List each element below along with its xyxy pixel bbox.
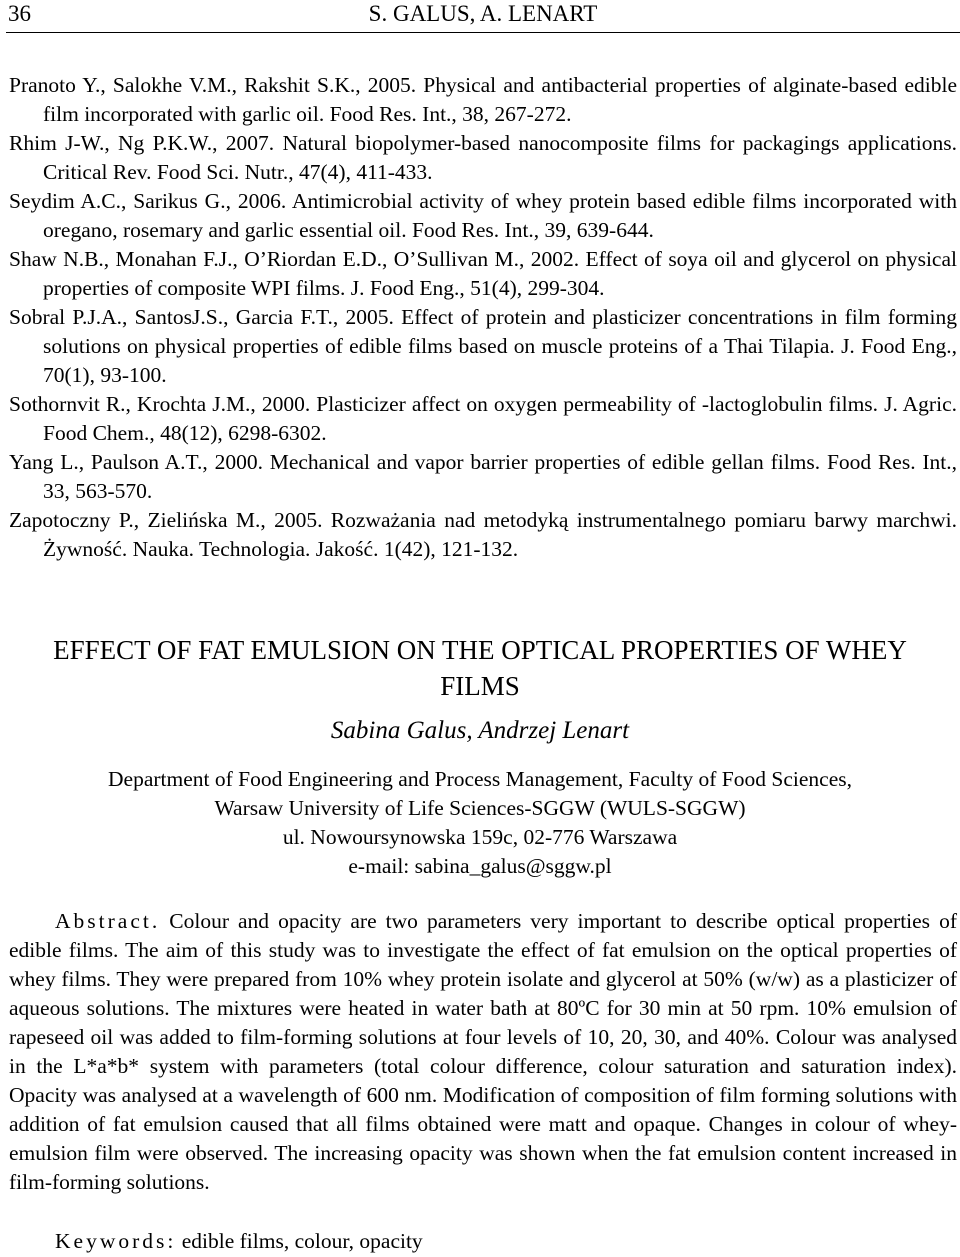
- affiliation-line: Warsaw University of Life Sciences-SGGW (WULS-SGGW): [214, 796, 746, 820]
- reference-item: Zapotoczny P., Zielińska M., 2005. Rozważania nad metodyką instrumentalnego pomiaru barwy marchwi. Żywność. Nauka. Technologia. Jakość. 1(42), 121-132.: [9, 508, 957, 561]
- affiliation-line: Department of Food Engineering and Process Management, Faculty of Food Sciences,: [108, 767, 852, 791]
- running-title: S. GALUS, A. LENART: [368, 1, 598, 26]
- reference-item: Sobral P.J.A., SantosJ.S., Garcia F.T., 2005. Effect of protein and plasticizer concentrations in film forming solutions on physical properties of edible films based on muscle proteins of a Thai Tilapia. J. Food Eng., 70(1), 93-100.: [9, 305, 957, 387]
- reference-item: Shaw N.B., Monahan F.J., O’Riordan E.D., O’Sullivan M., 2002. Effect of soya oil and glycerol on physical properties of composite WPI films. J. Food Eng., 51(4), 299-304.: [9, 247, 957, 300]
- paper-authors: Sabina Galus, Andrzej Lenart: [330, 717, 630, 744]
- reference-list: [9, 71, 957, 564]
- page-number: 36: [8, 1, 31, 26]
- keywords: [55, 1227, 423, 1256]
- affiliation-line: ul. Nowoursynowska 159c, 02-776 Warszawa: [282, 825, 678, 849]
- reference-item: Pranoto Y., Salokhe V.M., Rakshit S.K., 2005. Physical and antibacterial properties of alginate-based edible film incorporated with garlic oil. Food Res. Int., 38, 267-272.: [9, 73, 957, 126]
- email-line: e-mail: sabina_galus@sggw.pl: [348, 854, 612, 878]
- keywords-label: Keywords:: [55, 1229, 177, 1253]
- abstract-text: Colour and opacity are two parameters very important to describe optical properties of edible films. The aim of this study was to investigate the effect of fat emulsion on the optical properties of whey films. They were prepared from 10% whey protein isolate and glycerol at 50% (w/w) as a plasticizer of aqueous solutions. The mixtures were heated in water bath at 80ºC for 30 min at 50 rpm. 10% emulsion of rapeseed oil was added to film-forming solutions at four levels of 10, 20, 30, and 40%. Colour was analysed in the L*a*b* system with parameters (total colour difference, colour saturation and saturation index). Opacity was analysed at a wavelength of 600 nm. Modification of composition of film forming solutions with addition of fat emulsion caused that all films obtained were matt and opaque. Changes in colour of whey-emulsion film were observed. The increasing opacity was shown when the fat emulsion content increased in film-forming solutions.: [9, 909, 957, 1194]
- abstract-label: Abstract.: [55, 909, 161, 933]
- affiliation-block: [0, 765, 960, 881]
- reference-item: Seydim A.C., Sarikus G., 2006. Antimicrobial activity of whey protein based edible films incorporated with oregano, rosemary and garlic essential oil. Food Res. Int., 39, 639-644.: [9, 189, 957, 242]
- abstract: [9, 907, 957, 1197]
- running-header: [6, 0, 960, 33]
- reference-item: Yang L., Paulson A.T., 2000. Mechanical and vapor barrier properties of edible gellan films. Food Res. Int., 33, 563-570.: [9, 450, 957, 503]
- reference-item: Rhim J-W., Ng P.K.W., 2007. Natural biopolymer-based nanocomposite films for packagings applications. Critical Rev. Food Sci. Nutr., 47(4), 411-433.: [9, 131, 957, 184]
- paper-title: EFFECT OF FAT EMULSION ON THE OPTICAL PROPERTIES OF WHEY FILMS: [53, 635, 907, 701]
- keywords-text: edible films, colour, opacity: [181, 1229, 423, 1253]
- reference-item: Sothornvit R., Krochta J.M., 2000. Plasticizer affect on oxygen permeability of -lactoglobulin films. J. Agric. Food Chem., 48(12), 6298-6302.: [9, 392, 957, 445]
